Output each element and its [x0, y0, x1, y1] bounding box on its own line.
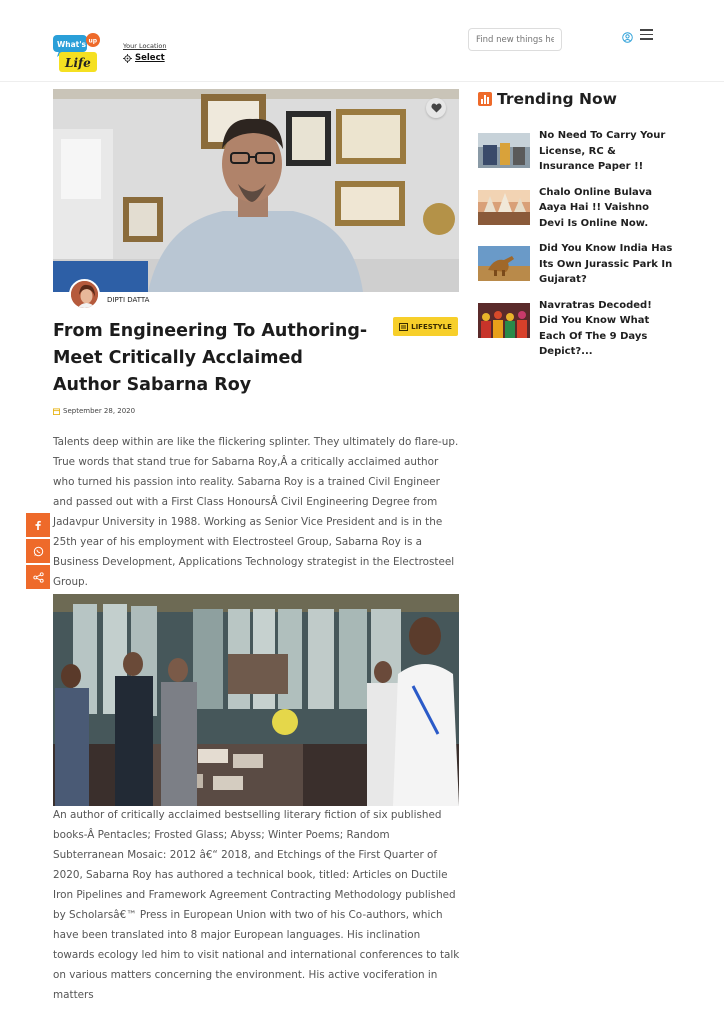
bar-chart-icon [478, 92, 492, 106]
trending-thumbnail[interactable] [478, 303, 530, 338]
share-bar [26, 513, 50, 591]
location-select-link[interactable] [123, 53, 166, 63]
trending-thumbnail[interactable] [478, 190, 530, 225]
trending-title[interactable]: Navratras Decoded! Did You Know What Each Of The 9 Days Depict?... [539, 299, 652, 357]
article-paragraph-1: Talents deep within are like the flickering splinter. They ultimately do flare-up. True words that stand true for Sabarna Roy,Â a critically acclaimed author who turned his passion into reality. Sabarna Roy is a trained Civil Engineer and passed out with a First Class HonoursÂ Civil Engineering Degree from Jadavpur University in 1988. Working as Senior Vice President and is in the 25th year of his employment with Electrosteel Group, Sabarna Roy is a Business Development, Applications Technology strategist in the Electrosteel Group. [53, 436, 459, 588]
article-title: From Engineering To Authoring- Meet Critically Acclaimed Author Sabarna Roy [53, 321, 368, 395]
whatsapp-share-button[interactable] [26, 539, 50, 563]
hamburger-menu-icon[interactable] [640, 29, 653, 40]
logo-text-top: What's [57, 40, 87, 49]
favorite-heart-button[interactable] [426, 98, 446, 118]
location-label: Your Location [123, 42, 167, 50]
article-inline-image [53, 594, 459, 806]
trending-title[interactable]: Chalo Online Bulava Aaya Hai !! Vaishno Devi Is Online Now. [539, 186, 653, 229]
logo-text-badge: up [88, 37, 98, 45]
trending-item[interactable] [478, 298, 678, 355]
article-hero-image [53, 89, 459, 292]
trending-title[interactable]: No Need To Carry Your License, RC & Insurance Paper !! [539, 130, 666, 172]
trending-item[interactable] [478, 128, 678, 185]
crosshair-icon [123, 54, 132, 63]
facebook-share-button[interactable] [26, 513, 50, 537]
search-input[interactable] [468, 28, 562, 51]
trending-item[interactable] [478, 241, 678, 298]
share-icon [33, 572, 44, 583]
location-select-label: Select [135, 53, 165, 63]
calendar-icon [53, 408, 60, 415]
trending-list [478, 128, 678, 357]
logo-text-bottom: Life [65, 56, 91, 70]
heart-icon [431, 103, 442, 113]
author-name[interactable]: DIPTI DATTA [107, 296, 150, 304]
trending-thumbnail[interactable] [478, 246, 530, 281]
facebook-icon [34, 520, 42, 530]
trending-heading [478, 90, 617, 108]
site-header [0, 0, 724, 82]
article-date [53, 407, 135, 415]
article-paragraph-2: An author of critically acclaimed bestselling literary fiction of six published books-Â Pentacles; Frosted Glass; Abyss; Winter Poems; Random Subterranean Mosaic: 2012 â€“ 2018, and Etchings of the First Quarter of 2020, Sabarna Roy has authored a technical book, titled: Articles on Ductile Iron Pipelines and Framework Agreement Contracting Methodology published by Scholarsâ€™ Press in European Union with two of his Co-authors, which have been translated into 8 major European languages. His inclination towards ecology led him to visit national and international conferences to talk on various matters concerning the environment. His active vociferation in matters [53, 809, 460, 1001]
category-tag[interactable] [393, 317, 458, 336]
category-label: LIFESTYLE [411, 322, 452, 331]
trending-item[interactable] [478, 185, 678, 242]
site-logo[interactable] [53, 32, 101, 74]
category-icon [399, 323, 408, 331]
share-more-button[interactable] [26, 565, 50, 589]
author-avatar[interactable] [69, 279, 100, 310]
trending-heading-text: Trending Now [497, 90, 617, 108]
whatsapp-icon [33, 546, 44, 557]
article-date-text: September 28, 2020 [63, 407, 136, 415]
trending-thumbnail[interactable] [478, 133, 530, 168]
trending-title[interactable]: Did You Know India Has Its Own Jurassic Park In Gujarat? [539, 243, 673, 285]
user-icon[interactable] [622, 32, 633, 43]
location-picker[interactable] [123, 42, 166, 63]
